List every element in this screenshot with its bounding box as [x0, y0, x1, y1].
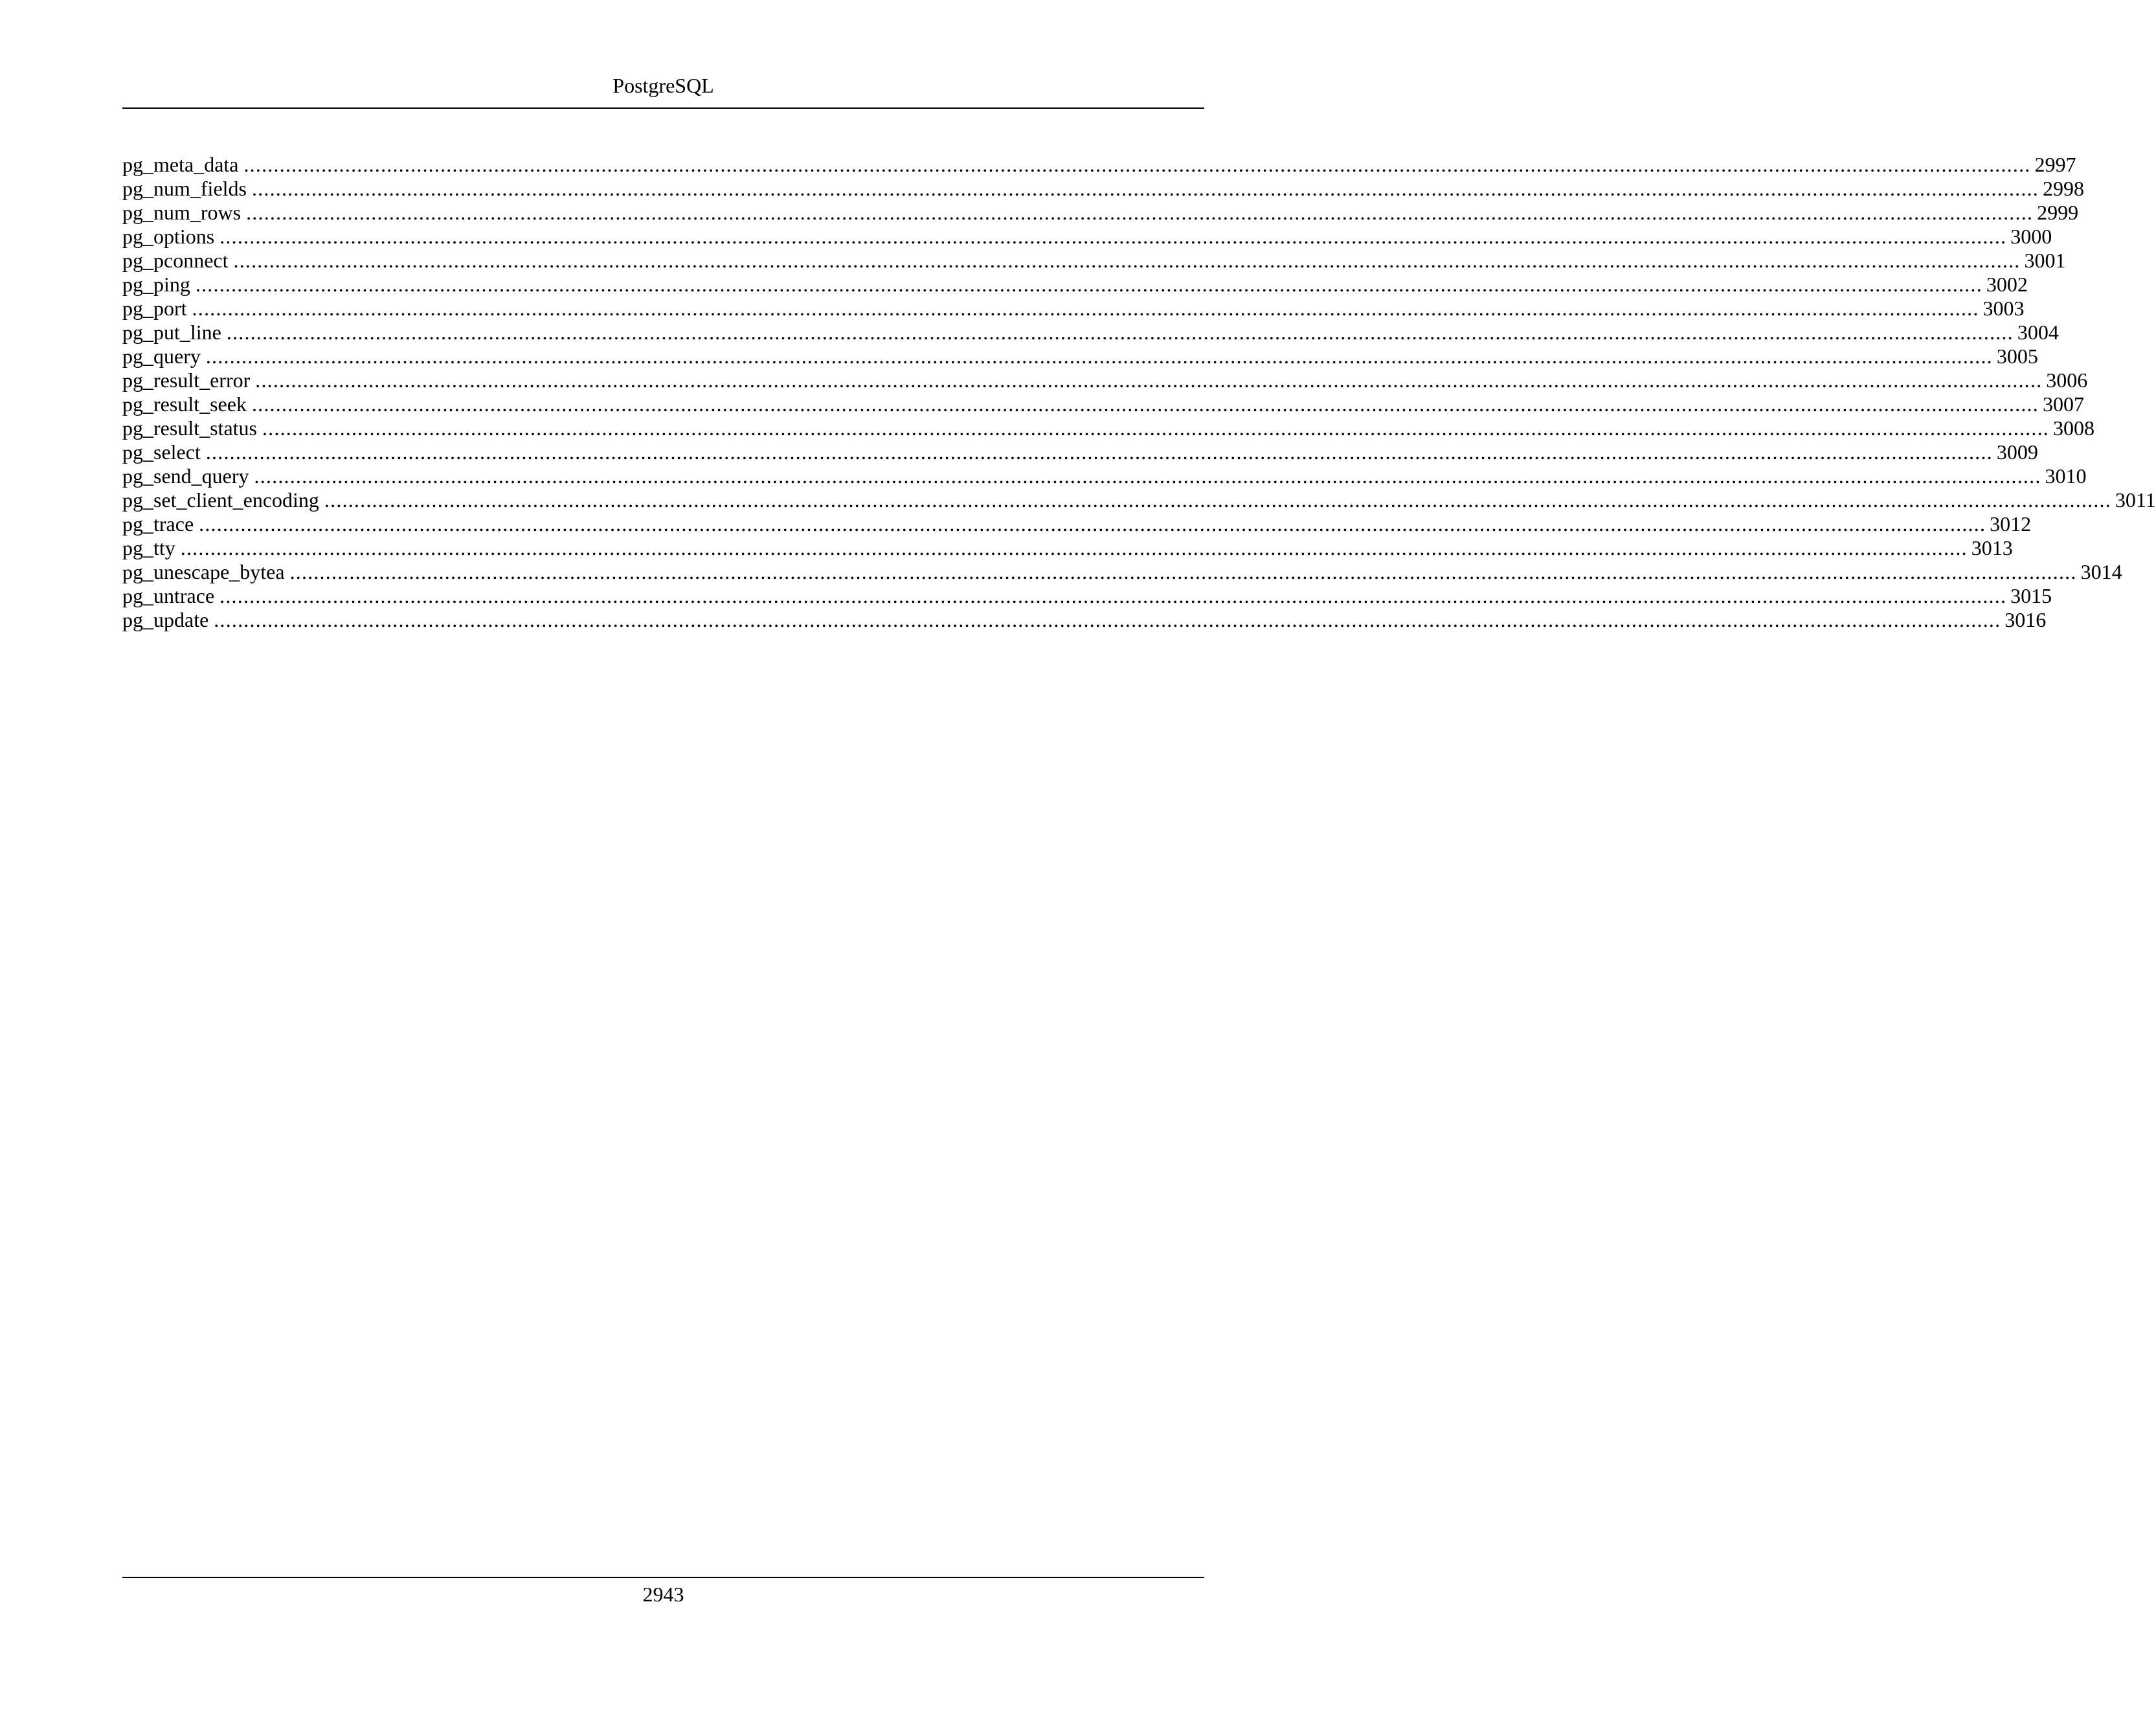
table-of-contents — [122, 153, 2156, 632]
toc-entry[interactable] — [122, 416, 2094, 440]
toc-entry[interactable] — [122, 536, 2013, 560]
toc-entry-page: 2998 — [2042, 177, 2084, 200]
toc-entry-page: 3016 — [2004, 608, 2047, 631]
toc-entry-title: pg_select — [122, 440, 201, 464]
toc-dot-leader: ............................................................................................................................................................................................................................................................................................................ — [219, 225, 2007, 248]
toc-dot-leader: ............................................................................................................................................................................................................................................................................................................ — [214, 608, 2001, 631]
toc-entry-title: pg_pconnect — [122, 249, 229, 272]
toc-entry-page: 3008 — [2052, 416, 2094, 440]
toc-entry-page: 3000 — [2010, 225, 2052, 248]
toc-dot-leader: ............................................................................................................................................................................................................................................................................................................ — [254, 464, 2041, 488]
toc-entry-page: 3004 — [2017, 321, 2059, 344]
toc-dot-leader: ............................................................................................................................................................................................................................................................................................................ — [251, 177, 2039, 200]
toc-dot-leader: ............................................................................................................................................................................................................................................................................................................ — [255, 368, 2043, 392]
toc-entry-title: pg_num_fields — [122, 177, 247, 200]
toc-entry-title: pg_update — [122, 608, 209, 631]
toc-entry[interactable] — [122, 560, 2122, 584]
toc-entry[interactable] — [122, 608, 2047, 632]
toc-entry-page: 2999 — [2037, 201, 2079, 224]
toc-entry-title: pg_ping — [122, 273, 190, 296]
toc-entry-title: pg_options — [122, 225, 215, 248]
toc-entry-page: 3002 — [1986, 273, 2028, 296]
toc-entry[interactable] — [122, 368, 2088, 392]
toc-entry[interactable] — [122, 225, 2052, 249]
toc-entry-page: 3005 — [1996, 344, 2038, 368]
toc-dot-leader: ............................................................................................................................................................................................................................................................................................................ — [180, 536, 1968, 559]
toc-entry-title: pg_untrace — [122, 584, 215, 607]
toc-entry-page: 3011 — [2115, 488, 2156, 512]
toc-entry[interactable] — [122, 512, 2032, 536]
toc-entry-title: pg_set_client_encoding — [122, 488, 319, 512]
toc-entry-title: pg_unescape_bytea — [122, 560, 285, 583]
toc-entry-title: pg_result_status — [122, 416, 257, 440]
toc-dot-leader: ............................................................................................................................................................................................................................................................................................................ — [192, 297, 1979, 320]
toc-entry[interactable] — [122, 392, 2084, 416]
toc-dot-leader: ............................................................................................................................................................................................................................................................................................................ — [251, 392, 2039, 416]
toc-entry-title: pg_port — [122, 297, 187, 320]
toc-entry[interactable] — [122, 297, 2025, 321]
toc-entry[interactable] — [122, 273, 2028, 297]
toc-entry-title: pg_put_line — [122, 321, 221, 344]
page-number: 2943 — [642, 1583, 684, 1606]
toc-dot-leader: ............................................................................................................................................................................................................................................................................................................ — [226, 321, 2014, 344]
page-header-title: PostgreSQL — [612, 74, 714, 97]
toc-entry-title: pg_result_error — [122, 368, 251, 392]
toc-entry-page: 3012 — [1990, 512, 2032, 536]
toc-entry-page: 3014 — [2080, 560, 2122, 583]
toc-dot-leader: ............................................................................................................................................................................................................................................................................................................ — [219, 584, 2007, 607]
footer-divider — [122, 1577, 1204, 1578]
toc-dot-leader: ............................................................................................................................................................................................................................................................................................................ — [205, 344, 1993, 368]
toc-entry-page: 3006 — [2046, 368, 2088, 392]
toc-entry[interactable] — [122, 464, 2087, 488]
toc-dot-leader: ............................................................................................................................................................................................................................................................................................................ — [246, 201, 2034, 224]
toc-entry[interactable] — [122, 488, 2156, 512]
toc-entry[interactable] — [122, 177, 2084, 201]
toc-entry-page: 3015 — [2010, 584, 2052, 607]
toc-entry-page: 3007 — [2042, 392, 2084, 416]
toc-entry-page: 3003 — [1982, 297, 2025, 320]
toc-entry-title: pg_tty — [122, 536, 175, 559]
toc-dot-leader: ............................................................................................................................................................................................................................................................................................................ — [195, 273, 1982, 296]
toc-entry[interactable] — [122, 153, 2076, 177]
toc-entry[interactable] — [122, 249, 2066, 273]
toc-entry-title: pg_send_query — [122, 464, 249, 488]
toc-entry[interactable] — [122, 201, 2079, 225]
toc-entry-title: pg_meta_data — [122, 153, 239, 176]
toc-entry-page: 3001 — [2024, 249, 2066, 272]
toc-entry-title: pg_trace — [122, 512, 194, 536]
toc-entry[interactable] — [122, 440, 2038, 464]
toc-dot-leader: ............................................................................................................................................................................................................................................................................................................ — [324, 488, 2111, 512]
toc-entry[interactable] — [122, 344, 2038, 368]
toc-dot-leader: ............................................................................................................................................................................................................................................................................................................ — [233, 249, 2021, 272]
toc-entry-title: pg_query — [122, 344, 201, 368]
toc-entry-title: pg_result_seek — [122, 392, 247, 416]
header-divider — [122, 107, 1204, 109]
toc-dot-leader: ............................................................................................................................................................................................................................................................................................................ — [262, 416, 2049, 440]
toc-dot-leader: ............................................................................................................................................................................................................................................................................................................ — [289, 560, 2077, 583]
toc-dot-leader: ............................................................................................................................................................................................................................................................................................................ — [199, 512, 1986, 536]
toc-dot-leader: ............................................................................................................................................................................................................................................................................................................ — [243, 153, 2031, 176]
toc-entry-page: 2997 — [2034, 153, 2076, 176]
toc-entry[interactable] — [122, 321, 2059, 344]
toc-entry-page: 3013 — [1971, 536, 2013, 559]
toc-entry[interactable] — [122, 584, 2052, 608]
toc-entry-title: pg_num_rows — [122, 201, 241, 224]
toc-entry-page: 3009 — [1996, 440, 2038, 464]
toc-dot-leader: ............................................................................................................................................................................................................................................................................................................ — [205, 440, 1993, 464]
toc-entry-page: 3010 — [2045, 464, 2087, 488]
